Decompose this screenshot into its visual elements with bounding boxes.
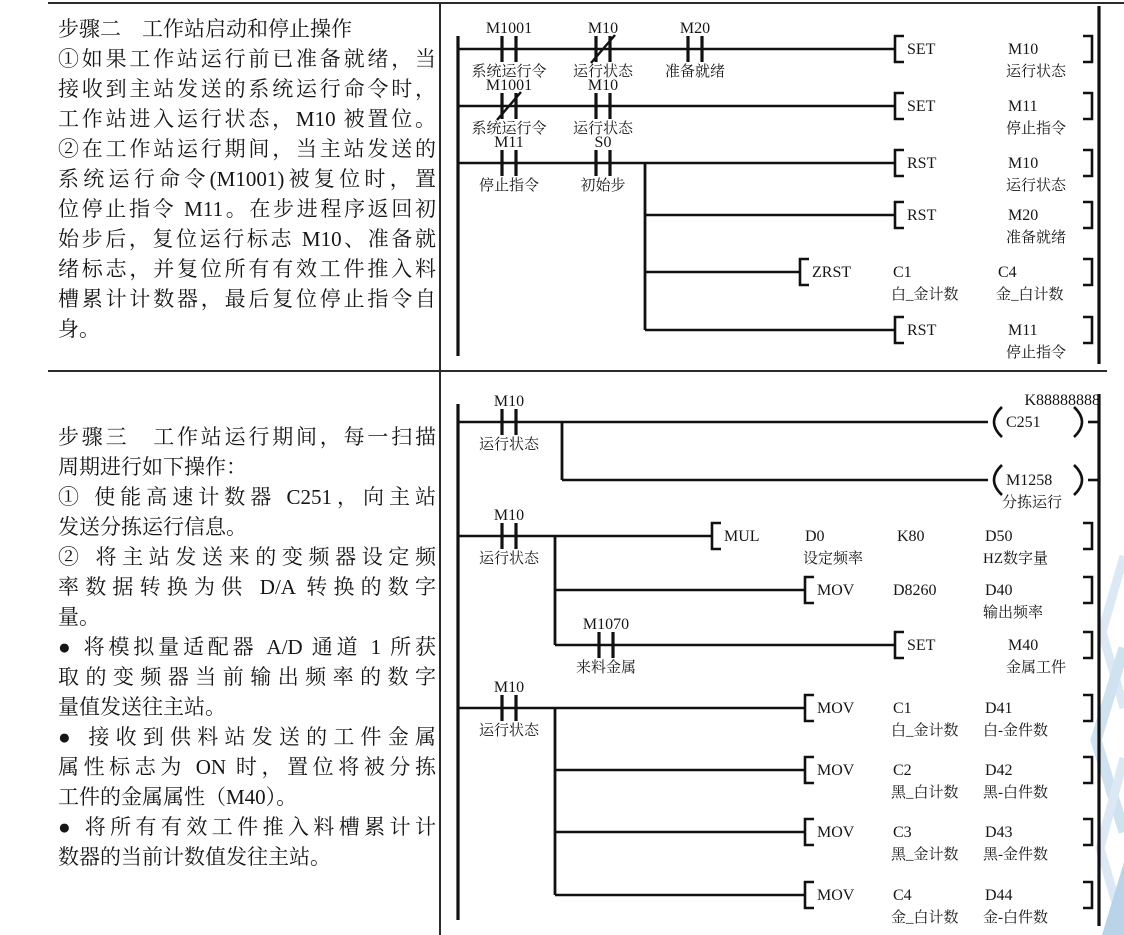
coil-device: M1258 xyxy=(1006,472,1053,489)
table-row-divider xyxy=(48,370,1107,372)
close-bracket-icon xyxy=(1083,882,1092,908)
contact-device: M11 xyxy=(494,134,524,151)
instruction-mov xyxy=(805,882,1092,926)
text-line: 量值发送往主站。 xyxy=(58,695,226,719)
instruction-arg: D0 xyxy=(805,528,825,545)
contact-comment: 停止指令 xyxy=(478,178,540,194)
output-coil xyxy=(994,392,1100,437)
instruction-mov xyxy=(805,819,1092,863)
instruction-arg-comment: 金_白计数 xyxy=(996,287,1064,303)
instruction-arg-comment: 准备就绪 xyxy=(1006,230,1067,246)
contact-comment: 来料金属 xyxy=(575,660,637,676)
instruction-mov xyxy=(805,695,1092,739)
instruction-arg: M10 xyxy=(1008,155,1039,172)
ladder-rung xyxy=(458,507,1092,645)
instruction-zrst xyxy=(800,259,1092,303)
close-bracket-icon xyxy=(1083,202,1092,228)
output-coil xyxy=(994,465,1099,511)
instruction-arg-comment: 白_金计数 xyxy=(891,287,959,303)
text-line: ②在工作站运行期间，当主站发送的 xyxy=(58,137,436,161)
close-bracket-icon xyxy=(1083,632,1092,658)
open-bracket-icon xyxy=(895,36,904,62)
instruction-arg-comment: 黑_白计数 xyxy=(891,785,959,801)
instruction-arg: K80 xyxy=(897,528,925,545)
open-bracket-icon xyxy=(800,259,809,285)
step2-text-block xyxy=(58,14,436,344)
close-bracket-icon xyxy=(1083,150,1092,176)
text-line: 取的变频器当前输出频率的数字 xyxy=(58,665,436,689)
instruction-op: MOV xyxy=(817,582,855,599)
contact-device: M20 xyxy=(679,20,711,37)
contact-device: M1001 xyxy=(485,20,533,37)
ladder-rung xyxy=(645,317,1092,361)
ladder-rung xyxy=(458,20,1092,80)
text-line: 槽累计计数器，最后复位停止指令自 xyxy=(58,287,436,311)
text-line: 身。 xyxy=(58,317,100,341)
open-bracket-icon xyxy=(895,632,904,658)
text-line: 步骤三 工作站运行期间，每一扫描 xyxy=(58,425,436,449)
text-line: 系统运行命令(M1001)被复位时，置 xyxy=(58,167,436,191)
instruction-arg: M11 xyxy=(1008,98,1038,115)
instruction-arg: C1 xyxy=(893,264,912,281)
contact-comment: 运行状态 xyxy=(572,64,634,80)
contact-device: M10 xyxy=(493,393,525,410)
step3-text-block xyxy=(58,422,436,872)
instruction-set xyxy=(895,632,1092,676)
ladder-rung xyxy=(645,259,1092,303)
text-line: 量。 xyxy=(58,605,100,629)
ladder-rung xyxy=(555,757,1092,801)
open-bracket-icon xyxy=(895,317,904,343)
contact-device: M10 xyxy=(493,679,525,696)
contact-device: S0 xyxy=(594,134,612,151)
coil-right-paren-icon xyxy=(1074,465,1082,495)
text-line: ● 将所有有效工件推入料槽累计计 xyxy=(58,815,436,839)
close-bracket-icon xyxy=(1083,523,1092,549)
contact-comment: 系统运行令 xyxy=(471,121,547,137)
close-bracket-icon xyxy=(1083,577,1092,603)
ladder-rung xyxy=(562,465,1099,511)
text-line: 步骤二 工作站启动和停止操作 xyxy=(58,17,352,41)
contact-comment: 系统运行令 xyxy=(471,64,547,80)
instruction-op: MOV xyxy=(817,824,855,841)
instruction-rst xyxy=(895,150,1092,194)
text-line: 绪标志，并复位所有有效工件推入料 xyxy=(58,257,436,281)
instruction-arg-comment: 黑-白件数 xyxy=(983,785,1048,801)
close-bracket-icon xyxy=(1083,757,1092,783)
ladder-rung xyxy=(555,616,1092,676)
coil-device: C251 xyxy=(1006,414,1041,431)
text-line: ② 将主站发送来的变频器设定频 xyxy=(58,545,436,569)
text-line: ① 使能高速计数器 C251，向主站 xyxy=(58,485,436,509)
open-bracket-icon xyxy=(805,882,814,908)
contact-comment: 运行状态 xyxy=(478,551,540,567)
instruction-arg: C3 xyxy=(893,824,912,841)
text-line: 工作站进入运行状态，M10 被置位。 xyxy=(58,107,436,131)
open-bracket-icon xyxy=(895,93,904,119)
open-bracket-icon xyxy=(805,577,814,603)
text-line: 周期进行如下操作： xyxy=(58,455,247,479)
instruction-op: MUL xyxy=(724,528,760,545)
instruction-arg-comment: 金-白件数 xyxy=(983,910,1048,926)
instruction-op: ZRST xyxy=(812,264,852,281)
contact-device: M10 xyxy=(587,77,619,94)
coil-left-paren-icon xyxy=(994,465,1002,495)
instruction-set xyxy=(895,93,1092,137)
close-bracket-icon xyxy=(1083,695,1092,721)
ladder-diagram-step2 xyxy=(458,6,1099,364)
instruction-arg: D42 xyxy=(985,762,1013,779)
text-line: 位停止指令 M11。在步进程序返回初 xyxy=(58,197,436,221)
coil-setpoint: K88888888 xyxy=(1024,392,1100,409)
instruction-arg-comment: 输出频率 xyxy=(983,605,1044,621)
open-bracket-icon xyxy=(895,202,904,228)
instruction-set xyxy=(895,36,1092,80)
coil-comment: 分拣运行 xyxy=(1002,495,1063,511)
instruction-arg: C1 xyxy=(893,700,912,717)
close-bracket-icon xyxy=(1083,819,1092,845)
text-line: 工件的金属属性（M40）。 xyxy=(58,785,298,809)
contact-device: M10 xyxy=(587,20,619,37)
instruction-arg-comment: HZ数字量 xyxy=(983,551,1048,567)
instruction-op: MOV xyxy=(817,700,855,717)
text-line: ● 接收到供料站发送的工件金属 xyxy=(58,725,436,749)
contact-comment: 准备就绪 xyxy=(664,64,726,80)
coil-left-paren-icon xyxy=(994,407,1002,437)
open-bracket-icon xyxy=(805,695,814,721)
instruction-arg-comment: 停止指令 xyxy=(1006,121,1067,137)
instruction-arg: M40 xyxy=(1008,637,1039,654)
ladder-rung xyxy=(645,202,1092,246)
instruction-arg-comment: 金_白计数 xyxy=(891,910,959,926)
instruction-rst xyxy=(895,202,1092,246)
table-column-divider xyxy=(439,2,441,935)
close-bracket-icon xyxy=(1083,259,1092,285)
table-top-border xyxy=(48,2,1124,4)
instruction-arg: C4 xyxy=(893,887,912,904)
instruction-arg-comment: 运行状态 xyxy=(1006,64,1067,80)
open-bracket-icon xyxy=(712,523,721,549)
instruction-arg: C4 xyxy=(998,264,1017,281)
instruction-arg: D41 xyxy=(985,700,1013,717)
instruction-arg-comment: 白_金计数 xyxy=(891,723,959,739)
instruction-op: RST xyxy=(907,155,937,172)
instruction-op: RST xyxy=(907,207,937,224)
instruction-arg: M20 xyxy=(1008,207,1039,224)
instruction-arg: M11 xyxy=(1008,322,1038,339)
ladder-rung xyxy=(555,882,1092,926)
instruction-op: RST xyxy=(907,322,937,339)
contact-device: M10 xyxy=(493,507,525,524)
instruction-op: MOV xyxy=(817,887,855,904)
instruction-op: SET xyxy=(907,98,936,115)
contact-device: M1070 xyxy=(582,616,630,633)
instruction-rst xyxy=(895,317,1092,361)
instruction-arg-comment: 设定频率 xyxy=(803,551,864,567)
contact-comment: 运行状态 xyxy=(478,437,540,453)
text-line: 属性标志为 ON 时，置位将被分拣 xyxy=(58,755,436,779)
instruction-arg: M10 xyxy=(1008,41,1039,58)
ladder-rung xyxy=(458,392,1100,480)
open-bracket-icon xyxy=(805,819,814,845)
text-line: ● 将模拟量适配器 A/D 通道 1 所获 xyxy=(58,635,436,659)
contact-comment: 运行状态 xyxy=(478,723,540,739)
instruction-arg: D43 xyxy=(985,824,1013,841)
instruction-mov xyxy=(805,757,1092,801)
instruction-op: SET xyxy=(907,41,936,58)
contact-device: M1001 xyxy=(485,77,533,94)
text-line: 始步后，复位运行标志 M10、准备就 xyxy=(58,227,436,251)
instruction-arg-comment: 黑_金计数 xyxy=(891,847,959,863)
open-bracket-icon xyxy=(805,757,814,783)
instruction-arg: D50 xyxy=(985,528,1013,545)
contact-comment: 运行状态 xyxy=(572,121,634,137)
instruction-mul xyxy=(712,523,1092,567)
instruction-op: SET xyxy=(907,637,936,654)
instruction-arg-comment: 金属工件 xyxy=(1006,660,1067,676)
text-line: ①如果工作站运行前已准备就绪，当 xyxy=(58,47,436,71)
instruction-arg: C2 xyxy=(893,762,912,779)
instruction-arg: D40 xyxy=(985,582,1013,599)
coil-right-paren-icon xyxy=(1074,407,1082,437)
open-bracket-icon xyxy=(895,150,904,176)
text-line: 发送分拣运行信息。 xyxy=(58,515,247,539)
ladder-rung xyxy=(555,577,1092,621)
contact-comment: 初始步 xyxy=(580,178,626,194)
text-line: 率数据转换为供 D/A 转换的数字 xyxy=(58,575,436,599)
instruction-arg: D44 xyxy=(985,887,1013,904)
instruction-op: MOV xyxy=(817,762,855,779)
text-line: 数器的当前计数值发往主站。 xyxy=(58,845,331,869)
ladder-diagram-step3 xyxy=(458,392,1100,926)
close-bracket-icon xyxy=(1083,36,1092,62)
instruction-arg-comment: 黑-金件数 xyxy=(983,847,1048,863)
close-bracket-icon xyxy=(1083,93,1092,119)
instruction-arg-comment: 停止指令 xyxy=(1006,345,1067,361)
text-line: 接收到主站发送的系统运行命令时， xyxy=(58,77,436,101)
instruction-arg: D8260 xyxy=(893,582,937,599)
instruction-mov xyxy=(805,577,1092,621)
instruction-arg-comment: 白-金件数 xyxy=(983,723,1048,739)
ladder-rung xyxy=(555,819,1092,863)
ladder-rung xyxy=(458,77,1092,137)
close-bracket-icon xyxy=(1083,317,1092,343)
instruction-arg-comment: 运行状态 xyxy=(1006,178,1067,194)
